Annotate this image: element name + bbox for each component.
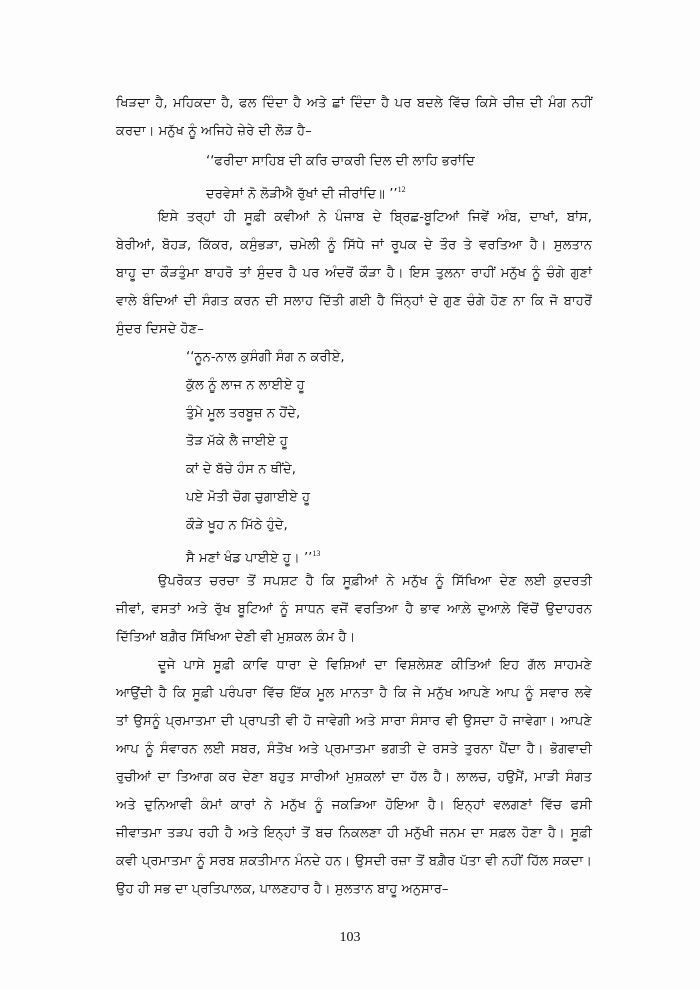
text-line: ਇਸੇ ਤਰ੍ਹਾਂ ਹੀ ਸੂਫ਼ੀ ਕਵੀਆਂ ਨੇ ਪੰਜਾਬ ਦੇ ਬ੍ਰਿਛ-ਬੂਟਿਆਂ ਜਿਵੇਂ ਅੰਬ, ਦਾਖਾਂ, ਬਾਂਸ, [158,210,592,225]
page-number: 103 [339,930,361,945]
text-line: ਜੀਵਾਂ, ਵਸਤਾਂ ਅਤੇ ਰੁੱਖ ਬੂਟਿਆਂ ਨੂੰ ਸਾਧਨ ਵਜੋਂ ਵਰਤਿਆ ਹੈ ਭਾਵ ਆਲ਼ੇ ਦੁਆਲ਼ੇ ਵਿੱਚੋਂ ਉਦਾਹਰਨ [116,602,592,617]
text-line: ਉਹ ਹੀ ਸਭ ਦਾ ਪ੍ਰਤਿਪਾਲਕ, ਪਾਲਣਹਾਰ ਹੈ। ਸੁਲਤਾਨ ਬਾਹੂ ਅਨੁਸਾਰ– [116,882,449,897]
text-line: ਅਤੇ ਦੁਨਿਆਵੀ ਕੰਮਾਂ ਕਾਰਾਂ ਨੇ ਮਨੁੱਖ ਨੂੰ ਜਕੜਿਆ ਹੋਇਆ ਹੈ। ਇਨ੍ਹਾਂ ਵਲਗਣਾਂ ਵਿੱਚ ਫਸੀ [116,798,592,813]
text-line: ਦੂਜੇ ਪਾਸੇ ਸੂਫ਼ੀ ਕਾਵਿ ਧਾਰਾ ਦੇ ਵਿਸ਼ਿਆਂ ਦਾ ਵਿਸ਼ਲੇਸ਼ਣ ਕੀਤਿਆਂ ਇਹ ਗੱਲ ਸਾਹਮਣੇ [158,658,592,673]
text-line: ਖਿੜਦਾ ਹੈ, ਮਹਿਕਦਾ ਹੈ, ਫਲ ਦਿੰਦਾ ਹੈ ਅਤੇ ਛਾਂ ਦਿੰਦਾ ਹੈ ਪਰ ਬਦਲੇ ਵਿੱਚ ਕਿਸੇ ਚੀਜ਼ ਦੀ ਮੰਗ ਨਹੀਂ [116,96,592,111]
text-line: ਜੀਵਾਤਮਾ ਤੜਪ ਰਹੀ ਹੈ ਅਤੇ ਇਨ੍ਹਾਂ ਤੋਂ ਬਚ ਨਿਕਲਣਾ ਹੀ ਮਨੁੱਖੀ ਜਨਮ ਦਾ ਸਫ਼ਲ ਹੋਣਾ ਹੈ। ਸੂਫ਼ੀ [116,826,592,841]
verse-line [186,544,320,569]
verse-line: ‘‘ਨੂਨ-ਨਾਲ ਕੁਸੰਗੀ ਸੰਗ ਨ ਕਰੀਏ, [186,350,345,365]
footnote-marker: 13 [312,549,321,558]
verse-line: ਕਾਂ ਦੇ ਬੱਚੇ ਹੰਸ ਨ ਥੀਂਦੇ, [186,462,296,477]
verse-line: ਤੁੰਮੇ ਮੂਲ ਤਰਬੂਜ਼ ਨ ਹੋਂਦੇ, [186,406,301,421]
text-line: ਆਪ ਨੂੰ ਸੰਵਾਰਨ ਲਈ ਸਬਰ, ਸੰਤੋਖ ਅਤੇ ਪ੍ਰਮਾਤਮਾ ਭਗਤੀ ਦੇ ਰਸਤੇ ਤੁਰਨਾ ਪੈਂਦਾ ਹੈ। ਭੋਗਵਾਦੀ [116,742,592,757]
text-line: ਦਿੱਤਿਆਂ ਬਗ਼ੈਰ ਸਿੱਖਿਆ ਦੇਣੀ ਵੀ ਮੁਸ਼ਕਲ ਕੰਮ ਹੈ। [116,630,356,645]
verse-line: ਪਏ ਮੋਤੀ ਚੋਗ ਚੁਗਾਈਏ ਹੂ [186,490,311,505]
text-line: ਉਪਰੋਕਤ ਚਰਚਾ ਤੋਂ ਸਪਸ਼ਟ ਹੈ ਕਿ ਸੂਫ਼ੀਆਂ ਨੇ ਮਨੁੱਖ ਨੂੰ ਸਿੱਖਿਆ ਦੇਣ ਲਈ ਕੁਦਰਤੀ [158,574,592,589]
text-line: ਬੇਰੀਆਂ, ਬੋਹੜ, ਕਿੱਕਰ, ਕਸੁੰਭੜਾ, ਚਮੇਲੀ ਨੂੰ ਸਿੱਧੇ ਜਾਂ ਰੂਪਕ ਦੇ ਤੌਰ ਤੇ ਵਰਤਿਆ ਹੈ। ਸੁਲਤਾਨ [116,238,592,253]
text-line: ਬਾਹੂ ਦਾ ਕੌੜਤੁੰਮਾ ਬਾਹਰੋ ਤਾਂ ਸੁੰਦਰ ਹੈ ਪਰ ਅੰਦਰੋਂ ਕੌੜਾ ਹੈ। ਇਸ ਤੁਲਨਾ ਰਾਹੀਂ ਮਨੁੱਖ ਨੂੰ ਚੰਗੇ ਗੁਣਾਂ [116,266,592,281]
footnote-marker: 12 [397,185,406,194]
text-line: ਰੁਚੀਆਂ ਦਾ ਤਿਆਗ ਕਰ ਦੇਣਾ ਬਹੁਤ ਸਾਰੀਆਂ ਮੁਸ਼ਕਲਾਂ ਦਾ ਹੱਲ ਹੈ। ਲਾਲਚ, ਹਉਮੈਂ, ਮਾੜੀ ਸੰਗਤ [116,770,592,785]
quote-text: ਦਰਵੇਸਾਂ ਨੋ ਲੋੜੀਐ ਰੁੱਖਾਂ ਦੀ ਜੀਰਾਂਦਿ॥ ’’ [206,187,398,202]
verse-line: ਤੋੜ ਮੱਕੇ ਲੈ ਜਾਈਏ ਹੂ [186,434,288,449]
text-line: ਕਰਦਾ। ਮਨੁੱਖ ਨੂੰ ਅਜਿਹੇ ਜ਼ੇਰੇ ਦੀ ਲੋੜ ਹੈ– [116,124,312,139]
quote-line [206,180,406,205]
verse-line: ਕੁੱਲ ਨੂੰ ਲਾਜ ਨ ਲਾਈਏ ਹੂ [186,378,305,393]
text-line: ਆਉਂਦੀ ਹੈ ਕਿ ਸੂਫ਼ੀ ਪਰੰਪਰਾ ਵਿੱਚ ਇੱਕ ਮੂਲ ਮਾਨਤਾ ਹੈ ਕਿ ਜੇ ਮਨੁੱਖ ਆਪਣੇ ਆਪ ਨੂੰ ਸਵਾਰ ਲਵੇ [116,686,592,701]
text-line: ਸੁੰਦਰ ਦਿਸਦੇ ਹੋਣ– [116,322,204,337]
verse-line: ਕੌੜੇ ਖੂਹ ਨ ਮਿੱਠੇ ਹੁੰਦੇ, [186,518,288,533]
text-line: ਵਾਲੇ ਬੰਦਿਆਂ ਦੀ ਸੰਗਤ ਕਰਨ ਦੀ ਸਲਾਹ ਦਿੱਤੀ ਗਈ ਹੈ ਜਿੰਨ੍ਹਾਂ ਦੇ ਗੁਣ ਚੰਗੇ ਹੋਣ ਨਾ ਕਿ ਜੋ ਬਾਹਰੋਂ [116,294,592,309]
text-line: ਤਾਂ ਉਸਨੂੰ ਪ੍ਰਮਾਤਮਾ ਦੀ ਪ੍ਰਾਪਤੀ ਵੀ ਹੋ ਜਾਵੇਗੀ ਅਤੇ ਸਾਰਾ ਸੰਸਾਰ ਵੀ ਉਸਦਾ ਹੋ ਜਾਵੇਗਾ। ਆਪਣੇ [116,714,592,729]
verse-text: ਸੈ ਮਣਾਂ ਖੰਡ ਪਾਈਏ ਹੂ। ’’ [186,551,313,566]
quote-line: ‘‘ਫਰੀਦਾ ਸਾਹਿਬ ਦੀ ਕਰਿ ਚਾਕਰੀ ਦਿਲ ਦੀ ਲਾਹਿ ਭਰਾਂਦਿ [206,154,475,169]
text-line: ਕਵੀ ਪ੍ਰਮਾਤਮਾ ਨੂੰ ਸਰਬ ਸ਼ਕਤੀਮਾਨ ਮੰਨਦੇ ਹਨ। ਉਸਦੀ ਰਜ਼ਾ ਤੋਂ ਬਗ਼ੈਰ ਪੱਤਾ ਵੀ ਨਹੀਂ ਹਿੱਲ ਸਕਦਾ। [116,854,592,869]
